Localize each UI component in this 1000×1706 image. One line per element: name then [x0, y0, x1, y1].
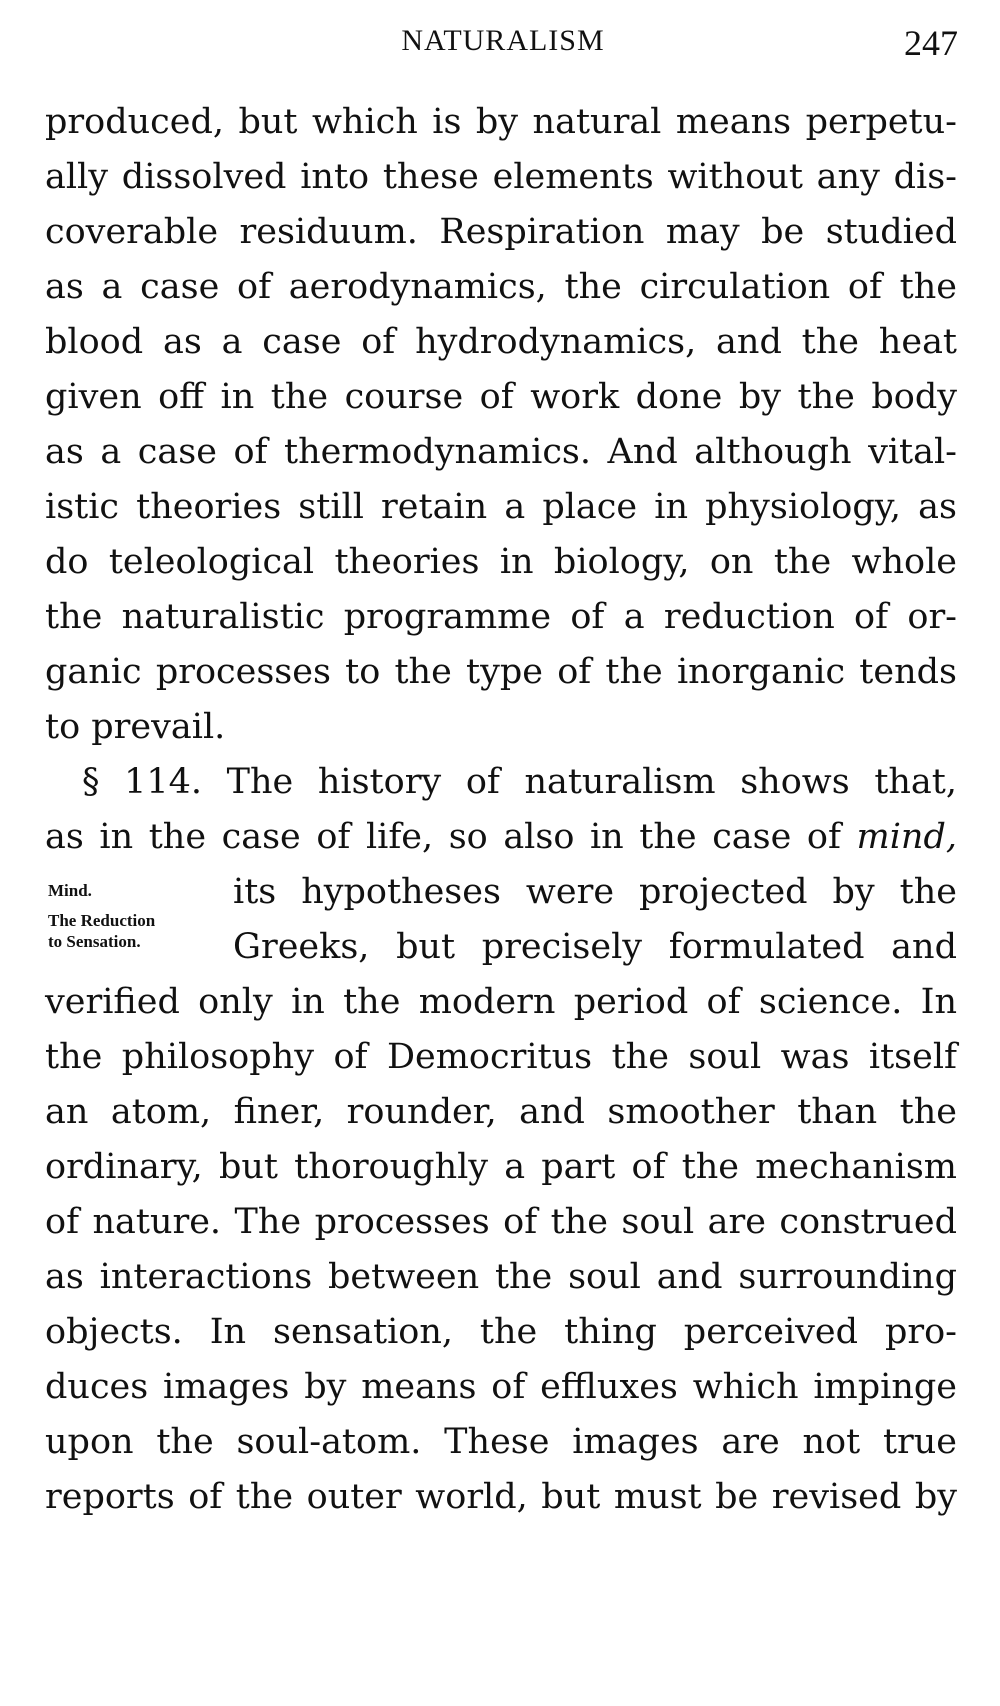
running-head [48, 24, 958, 64]
margin-note-line: to Sensation. [48, 932, 141, 951]
text-line: duces images by means of effluxes which impinge [45, 1367, 957, 1407]
text-line: as a case of thermodynamics. And although vital- [45, 432, 957, 472]
margin-note-line: Mind. [48, 881, 92, 900]
text-line: produced, but which is by natural means perpetu- [45, 102, 957, 142]
text-line: to prevail. [45, 707, 226, 747]
text-line: Greeks, but precisely formulated and [233, 927, 957, 967]
text-line: verified only in the modern period of science. In [45, 982, 957, 1022]
text-line: reports of the outer world, but must be revised by [45, 1477, 957, 1517]
text-line: ganic processes to the type of the inorganic tends [45, 652, 957, 692]
text-line: its hypotheses were projected by the [233, 872, 957, 912]
page-number: 247 [904, 23, 958, 63]
running-title: NATURALISM [401, 24, 605, 57]
text-line: the naturalistic programme of a reduction of or- [45, 597, 957, 637]
section-heading-line: § 114. The history of naturalism shows that, [82, 762, 957, 802]
text-line: given off in the course of work done by the body [45, 377, 957, 417]
text-line: ally dissolved into these elements without any dis- [45, 157, 957, 197]
text-line: blood as a case of hydrodynamics, and the heat [45, 322, 957, 362]
text-line: of nature. The processes of the soul are construed [45, 1202, 957, 1242]
text-line [45, 809, 957, 865]
text-line: do teleological theories in biology, on the whole [45, 542, 957, 582]
text-line: as interactions between the soul and surrounding [45, 1257, 957, 1297]
text-segment: as in the case of life, so also in the case of [45, 817, 857, 857]
text-line: coverable residuum. Respiration may be studied [45, 212, 957, 252]
margin-note-line: The Reduction [48, 911, 156, 930]
text-line: ordinary, but thoroughly a part of the mechanism [45, 1147, 957, 1187]
text-line: as a case of aerodynamics, the circulation of the [45, 267, 957, 307]
text-line: the philosophy of Democritus the soul was itself [45, 1037, 957, 1077]
text-line: upon the soul-atom. These images are not true [45, 1422, 957, 1462]
text-line: an atom, finer, rounder, and smoother than the [45, 1092, 957, 1132]
text-line: objects. In sensation, the thing perceived pro- [45, 1312, 957, 1352]
emphasis-mind: mind, [856, 817, 957, 857]
text-line: istic theories still retain a place in physiology, as [45, 487, 957, 527]
